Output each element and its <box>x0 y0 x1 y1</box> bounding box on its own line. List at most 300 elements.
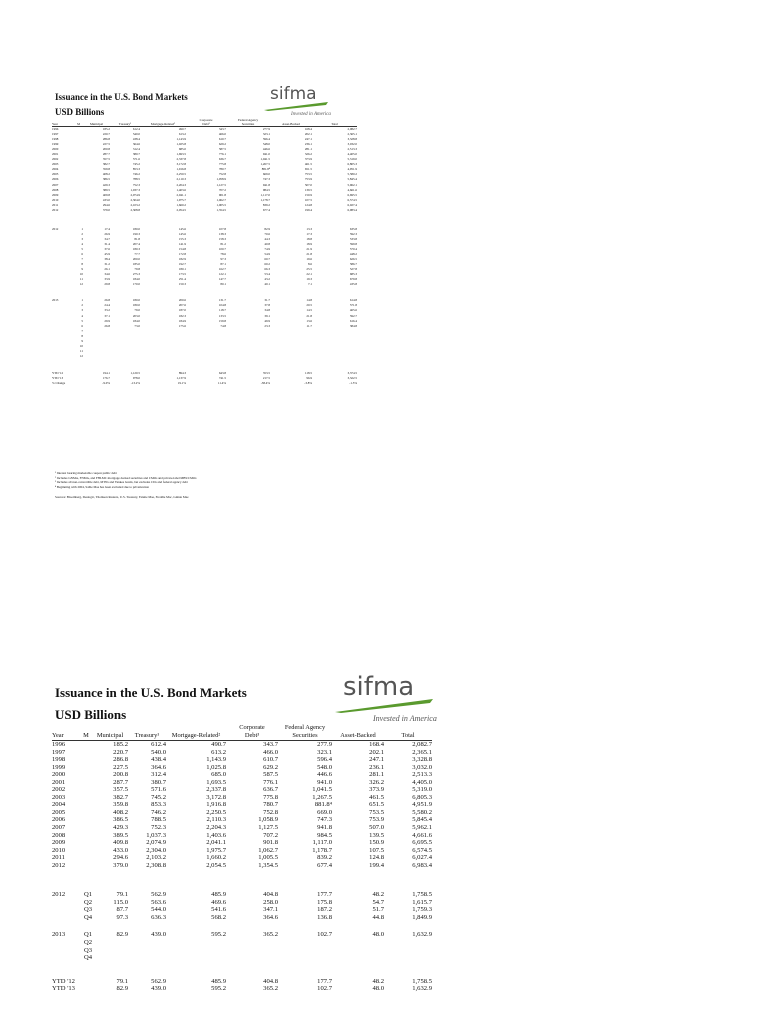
cell-age: 1,041.5 <box>260 157 270 162</box>
cell-year: 2002 <box>52 786 66 794</box>
cell-mor: 2,250.5 <box>176 172 186 177</box>
cell-mun: 82.9 <box>116 985 128 993</box>
cell-m: 9 <box>81 338 83 343</box>
sifma-logo <box>262 86 352 122</box>
cell-tot: 6,805.3 <box>412 793 432 801</box>
cell-year: 1996 <box>52 741 66 748</box>
cell-mor: 1,916.8 <box>206 801 226 809</box>
cell-cor <box>226 939 278 947</box>
cell-mun: 386.5 <box>102 177 110 182</box>
cell-tot: 592.7 <box>349 313 357 318</box>
cell-m: Q2 <box>83 898 92 906</box>
cell-tre: 439.0 <box>151 985 166 993</box>
cell-tre: 563.6 <box>151 898 166 906</box>
cell-age: 596.4 <box>262 137 270 142</box>
cell-mor: 175.6 <box>178 323 186 328</box>
cell-m: 5 <box>81 246 83 251</box>
cell-age: 1,178.7 <box>260 197 270 202</box>
table-row <box>52 809 432 817</box>
annual-rows <box>52 741 432 870</box>
cell-cor: 159.8 <box>218 318 226 323</box>
cell-year: 2013 <box>52 298 59 303</box>
cell-mun: 286.8 <box>102 137 110 142</box>
cell-cor: 707.2 <box>263 831 278 839</box>
cell-m: 6 <box>81 252 83 257</box>
cell-mun: 185.2 <box>102 127 110 131</box>
cell-tre: 1,120.5 <box>130 370 140 375</box>
table-row <box>52 756 432 764</box>
cell-tre: 612.4 <box>151 741 166 748</box>
cell-mor: 469.6 <box>211 898 226 906</box>
cell-mor: 2,110.3 <box>176 177 186 182</box>
cell-tre: 752.3 <box>151 824 166 832</box>
cell-abs: 373.9 <box>369 786 384 794</box>
cell-mor: 150.3 <box>178 282 186 287</box>
cell-abs: 247.1 <box>304 137 312 142</box>
cell-age: 323.1 <box>317 748 332 756</box>
cell-tot: 2,513.3 <box>347 147 357 152</box>
cell-mor: 1,143.9 <box>206 756 226 764</box>
cell-tre: 438.4 <box>132 137 140 142</box>
cell-mor <box>166 939 226 947</box>
cell-cor: 752.8 <box>263 808 278 816</box>
cell-abs: 17.3 <box>306 231 312 236</box>
cell-cor: 122.1 <box>218 272 226 277</box>
cell-tre: 364.6 <box>151 763 166 771</box>
cell-tre: 190.3 <box>132 231 140 236</box>
cell-tot: 635.8 <box>349 226 357 231</box>
cell-cor: 1,354.5 <box>258 861 278 869</box>
cell-cor: 1,058.9 <box>258 816 278 824</box>
cell-abs: 48.2 <box>372 891 384 899</box>
cell-mun: 82.9 <box>116 931 128 939</box>
cell-tot: 5,580.2 <box>347 172 357 177</box>
cell-mun <box>92 939 128 947</box>
cell-age <box>278 939 332 947</box>
cell-tot: 2,365.1 <box>412 748 432 756</box>
cell-tre: 312.4 <box>151 771 166 779</box>
table-row <box>52 741 432 749</box>
cell-abs: 236.1 <box>304 142 312 147</box>
cell-tot: 4,951.9 <box>412 801 432 809</box>
cell-m: 7 <box>81 257 83 262</box>
cell-year: 1999 <box>52 763 66 771</box>
cell-m: 6 <box>81 323 83 328</box>
cell-age: 70.6 <box>264 231 270 236</box>
cell-abs: 19.6 <box>306 257 312 262</box>
cell-abs: 13.6 <box>306 318 312 323</box>
cell-abs: 139.5 <box>304 187 312 192</box>
cell-mun: 429.3 <box>102 182 110 187</box>
cell-m <box>80 786 92 794</box>
cell-mun: 115.0 <box>113 898 128 906</box>
cell-mun: 409.8 <box>113 839 128 847</box>
cell-tot: 2,082.7 <box>412 741 432 748</box>
cell-tot: 1,632.9 <box>412 931 432 939</box>
cell-age: 54.9 <box>264 252 270 257</box>
cell-abs: 326.2 <box>369 778 384 786</box>
cell-cor: 404.8 <box>263 891 278 899</box>
cell-abs: 14.8 <box>306 298 312 303</box>
cell-abs: 753.9 <box>304 177 312 182</box>
cell-year: 2003 <box>52 793 66 801</box>
cell-tre: 2,074.9 <box>146 839 166 847</box>
cell-mun: 382.7 <box>113 793 128 801</box>
cell-mun: 220.7 <box>113 748 128 756</box>
cell-mor: 490.7 <box>178 127 186 131</box>
cell-age: 39.1 <box>264 313 270 318</box>
cell-m <box>80 741 92 749</box>
cell-age: 49.9 <box>264 318 270 323</box>
cell-cor: 901.8 <box>218 192 226 197</box>
cell-age: 74.9 <box>264 246 270 251</box>
cell-abs: 507.0 <box>304 182 312 187</box>
cell-cor: 11.4% <box>217 381 226 386</box>
cell-m <box>80 794 92 802</box>
cell-tot: 5,962.1 <box>412 824 432 832</box>
cell-mun: 409.8 <box>102 192 110 197</box>
footnotes <box>55 471 197 500</box>
cell-year: 2012 <box>52 207 59 212</box>
cell-age: 177.7 <box>317 977 332 985</box>
table-row <box>52 771 432 779</box>
table-row <box>52 839 432 847</box>
cell-tre: 752.3 <box>132 182 140 187</box>
cell-tre <box>128 954 166 962</box>
cell-abs: 753.5 <box>369 808 384 816</box>
cell-mun: 79.1 <box>116 977 128 985</box>
cell-tot: 6,695.5 <box>347 192 357 197</box>
cell-m: 3 <box>81 236 83 241</box>
cell-tre: 571.6 <box>132 157 140 162</box>
cell-abs: 168.4 <box>369 741 384 748</box>
cell-year: 2007 <box>52 182 59 187</box>
cell-cor: 610.7 <box>263 756 278 764</box>
cell-tre: 1,037.3 <box>130 187 140 192</box>
cell-m <box>80 749 92 757</box>
cell-mor <box>166 947 226 955</box>
cell-abs: 118.5 <box>304 370 312 375</box>
issuance-table <box>52 118 357 386</box>
cell-age: 23.3 <box>264 323 270 328</box>
cell-age: 669.0 <box>262 172 270 177</box>
cell-age: 596.4 <box>317 756 332 764</box>
cell-mor: 145.6 <box>178 231 186 236</box>
cell-year: 2000 <box>52 771 66 779</box>
cell-mun: 34.7 <box>104 236 110 241</box>
cell-cor: 1,062.7 <box>258 846 278 854</box>
cell-age: 1,178.7 <box>312 846 332 854</box>
cell-mor: 192.7 <box>178 262 186 267</box>
cell-age: 446.6 <box>262 147 270 152</box>
cell-mor: 2,337.8 <box>206 786 226 794</box>
cell-cor: 138.3 <box>218 231 226 236</box>
cell-mun: 220.7 <box>102 132 110 137</box>
cell-age: 277.9 <box>317 741 332 748</box>
cell-mor: 2,041.1 <box>206 839 226 847</box>
cell-abs: 13.3 <box>306 226 312 231</box>
cell-abs: 18.8 <box>306 236 312 241</box>
cell-abs: -3.8% <box>304 381 312 386</box>
cell-cor <box>226 947 278 955</box>
cell-abs: 461.5 <box>369 793 384 801</box>
cell-tot: 4,405.0 <box>412 778 432 786</box>
cell-tot: 448.2 <box>349 252 357 257</box>
cell-tre: 184.0 <box>132 277 140 282</box>
cell-tre: 745.2 <box>132 162 140 167</box>
cell-tre: 2,074.9 <box>130 192 140 197</box>
cell-m: 11 <box>79 348 83 353</box>
cell-mor: 1,693.5 <box>176 152 186 157</box>
cell-cor: 364.6 <box>263 913 278 921</box>
cell-age: 31.7 <box>264 298 270 303</box>
cell-cor: 587.5 <box>218 147 226 152</box>
cell-mor: 1,660.2 <box>206 854 226 862</box>
cell-tot: 6,574.5 <box>347 197 357 202</box>
cell-tot: 5,319.0 <box>347 157 357 162</box>
cell-year: YTD '12 <box>52 977 75 985</box>
cell-tre: 746.2 <box>132 172 140 177</box>
cell-year: 2009 <box>52 192 59 197</box>
cell-tre: 203.0 <box>132 313 140 318</box>
cell-tre: 180.0 <box>132 226 140 231</box>
cell-mun: 433.0 <box>102 197 110 202</box>
cell-cor: 147.7 <box>218 277 226 282</box>
cell-m <box>80 985 92 993</box>
cell-abs: 150.9 <box>369 839 384 847</box>
cell-m: 2 <box>81 231 83 236</box>
table-row <box>52 381 357 386</box>
cell-m: 12 <box>79 353 83 358</box>
cell-tot: 1,758.5 <box>412 977 432 985</box>
cell-mor: 2,110.3 <box>206 816 226 824</box>
cell-abs: 22.1 <box>306 272 312 277</box>
cell-abs: 202.1 <box>369 748 384 756</box>
cell-cor: 81.2 <box>220 241 226 246</box>
cell-tot: 1,632.9 <box>412 985 432 993</box>
lower-sheet <box>0 640 768 1024</box>
cell-cor: 1,005.5 <box>258 854 278 862</box>
cell-mun: 29.9 <box>104 318 110 323</box>
cell-mun: 227.5 <box>102 142 110 147</box>
cell-mun: 357.5 <box>113 786 128 794</box>
cell-mor: 207.6 <box>178 303 186 308</box>
cell-cor: 365.2 <box>263 985 278 993</box>
cell-m: 2 <box>81 303 83 308</box>
cell-abs: 8.6 <box>308 262 312 267</box>
cell-mun: 287.7 <box>102 152 110 157</box>
cell-year: 2004 <box>52 801 66 809</box>
cell-age: 941.0 <box>317 778 332 786</box>
cell-tre: 2,304.0 <box>146 846 166 854</box>
cell-mor: 613.2 <box>178 132 186 137</box>
cell-tot: 2,513.3 <box>412 771 432 779</box>
cell-tot: 527.8 <box>349 267 357 272</box>
quarterly-2012-rows <box>52 891 432 921</box>
cell-tot: 3,322.5 <box>347 375 357 380</box>
cell-tot <box>384 954 432 962</box>
cell-tot: 5,962.1 <box>347 182 357 187</box>
cell-m: 1 <box>81 226 83 231</box>
cell-abs: 753.9 <box>369 816 384 824</box>
cell-abs: 7.1 <box>308 282 312 287</box>
cell-tre: 2,308.8 <box>146 861 166 869</box>
cell-mun: 408.2 <box>102 172 110 177</box>
cell-tot: 1,615.7 <box>412 898 432 906</box>
cell-year: 2011 <box>52 854 65 862</box>
cell-age: 82.9 <box>264 226 270 231</box>
cell-mor: 894.3 <box>178 370 186 375</box>
cell-m: Q1 <box>83 931 92 939</box>
cell-tre: 184.0 <box>132 318 140 323</box>
cell-abs: 48.0 <box>372 931 384 939</box>
cell-abs: 281.1 <box>369 771 384 779</box>
cell-abs: 753.5 <box>304 172 312 177</box>
cell-abs: 202.1 <box>304 132 312 137</box>
cell-cor: 629.2 <box>263 763 278 771</box>
cell-year: 2008 <box>52 831 66 839</box>
table-row <box>52 939 432 947</box>
cell-mor: 1,137.9 <box>176 375 186 380</box>
cell-age: 60.2 <box>264 262 270 267</box>
cell-mor: 2,041.1 <box>176 192 186 197</box>
cell-mun: 31.2 <box>104 262 110 267</box>
cell-mun: 379.0 <box>113 861 128 869</box>
cell-mor: 182.9 <box>178 257 186 262</box>
cell-abs: 236.1 <box>369 763 384 771</box>
cell-year <box>52 906 80 914</box>
footnote: ³ Includes all non-convertible debt, MTNs and Yankee bonds, but excludes CDs and federal agency debt <box>55 480 188 484</box>
cell-year: 2011 <box>52 202 59 207</box>
cell-abs: 247.1 <box>369 756 384 764</box>
cell-cor: 901.8 <box>263 839 278 847</box>
cell-cor: 347.1 <box>263 906 278 914</box>
table-row <box>52 906 432 914</box>
cell-tot: 592.3 <box>349 231 357 236</box>
cell-cor: 100.7 <box>218 246 226 251</box>
cell-tot: 3,374.5 <box>347 370 357 375</box>
cell-year: 2004 <box>52 167 59 172</box>
cell-tot: 6,983.4 <box>412 861 432 869</box>
cell-tre: 79.8 <box>134 267 140 272</box>
cell-mun: 185.2 <box>113 741 128 748</box>
cell-age <box>278 954 332 962</box>
table-row <box>52 847 432 855</box>
cell-cor: 343.7 <box>218 127 226 131</box>
cell-mor: 3,172.8 <box>176 162 186 167</box>
cell-tre <box>128 947 166 955</box>
cell-tot: 616.4 <box>349 318 357 323</box>
cell-year: 1998 <box>52 756 66 764</box>
cell-m: 11 <box>79 277 83 282</box>
cell-mun: 389.5 <box>102 187 110 192</box>
cell-abs: 14.5 <box>306 308 312 313</box>
cell-tre: 540.0 <box>132 132 140 137</box>
sheet-title: Issuance in the U.S. Bond Markets <box>55 92 188 102</box>
cell-age: 941.8 <box>262 182 270 187</box>
cell-abs: 124.8 <box>369 854 384 862</box>
cell-cor: 258.0 <box>263 898 278 906</box>
cell-tot: 6,027.4 <box>347 202 357 207</box>
cell-age: 677.4 <box>317 861 332 869</box>
cell-age: 40.1 <box>264 282 270 287</box>
cell-tot: 533.8 <box>349 236 357 241</box>
cell-cor: 775.8 <box>218 162 226 167</box>
cell-year <box>52 914 80 922</box>
logo-tagline: Invested in America <box>373 714 437 723</box>
cell-tot: 5,845.4 <box>412 816 432 824</box>
cell-year: 2009 <box>52 839 66 847</box>
cell-age: 669.0 <box>317 808 332 816</box>
cell-abs: 199.4 <box>304 207 312 212</box>
cell-tot: 599.8 <box>349 241 357 246</box>
cell-abs: 25.5 <box>306 267 312 272</box>
cell-tre: 562.9 <box>151 977 166 985</box>
table-row <box>52 854 432 862</box>
cell-age: 187.2 <box>317 906 332 914</box>
cell-cor: 1,354.5 <box>216 207 226 212</box>
cell-cor: 1,005.5 <box>216 202 226 207</box>
cell-mor: 2,204.3 <box>206 824 226 832</box>
cell-tot: 3,032.0 <box>347 142 357 147</box>
cell-tot: 465.6 <box>349 308 357 313</box>
table-row <box>52 947 432 955</box>
cell-m <box>80 839 92 847</box>
cell-tre: 2,103.2 <box>146 854 166 862</box>
issuance-table <box>52 724 432 993</box>
cell-tot: 2,082.7 <box>347 127 357 131</box>
cell-cor: 587.5 <box>263 771 278 779</box>
cell-tre: 978.0 <box>132 375 140 380</box>
cell-abs: 21.8 <box>306 252 312 257</box>
cell-mor: 200.6 <box>178 298 186 303</box>
cell-m: Q4 <box>83 954 92 962</box>
cell-cor: 466.0 <box>218 132 226 137</box>
cell-mun: -9.0% <box>102 381 110 386</box>
cell-m: 10 <box>79 343 83 348</box>
cell-m <box>80 756 92 764</box>
cell-tre: 438.4 <box>151 756 166 764</box>
cell-age: 217.5 <box>262 375 270 380</box>
cell-tot: 1,849.9 <box>412 913 432 921</box>
cell-year: 2001 <box>52 152 59 157</box>
monthly-2012-rows <box>52 227 357 288</box>
cell-cor: 741.5 <box>218 375 226 380</box>
cell-year: 2012 <box>52 861 66 869</box>
cell-mor: 155.3 <box>178 236 186 241</box>
cell-tot: 6,805.3 <box>347 162 357 167</box>
cell-m <box>80 847 92 855</box>
cell-abs: 139.5 <box>369 831 384 839</box>
cell-abs: 107.5 <box>369 846 384 854</box>
cell-year: 2000 <box>52 147 59 152</box>
cell-tre: -13.2% <box>130 381 140 386</box>
cell-m: 9 <box>81 267 83 272</box>
cell-mun: 176.7 <box>102 375 110 380</box>
cell-m: 8 <box>81 262 83 267</box>
cell-cor: 780.7 <box>263 801 278 809</box>
table-row <box>52 779 432 787</box>
cell-mun: 17.4 <box>104 226 110 231</box>
cell-mor: 485.9 <box>211 891 226 899</box>
cell-abs: 199.4 <box>369 861 384 869</box>
cell-tre: 540.0 <box>151 748 166 756</box>
cell-mor: 154.8 <box>178 246 186 251</box>
cell-mor: 1,143.9 <box>176 137 186 142</box>
cell-mun: 379.0 <box>102 207 110 212</box>
cell-abs: 281.1 <box>304 147 312 152</box>
monthly-2013-rows <box>52 298 357 359</box>
